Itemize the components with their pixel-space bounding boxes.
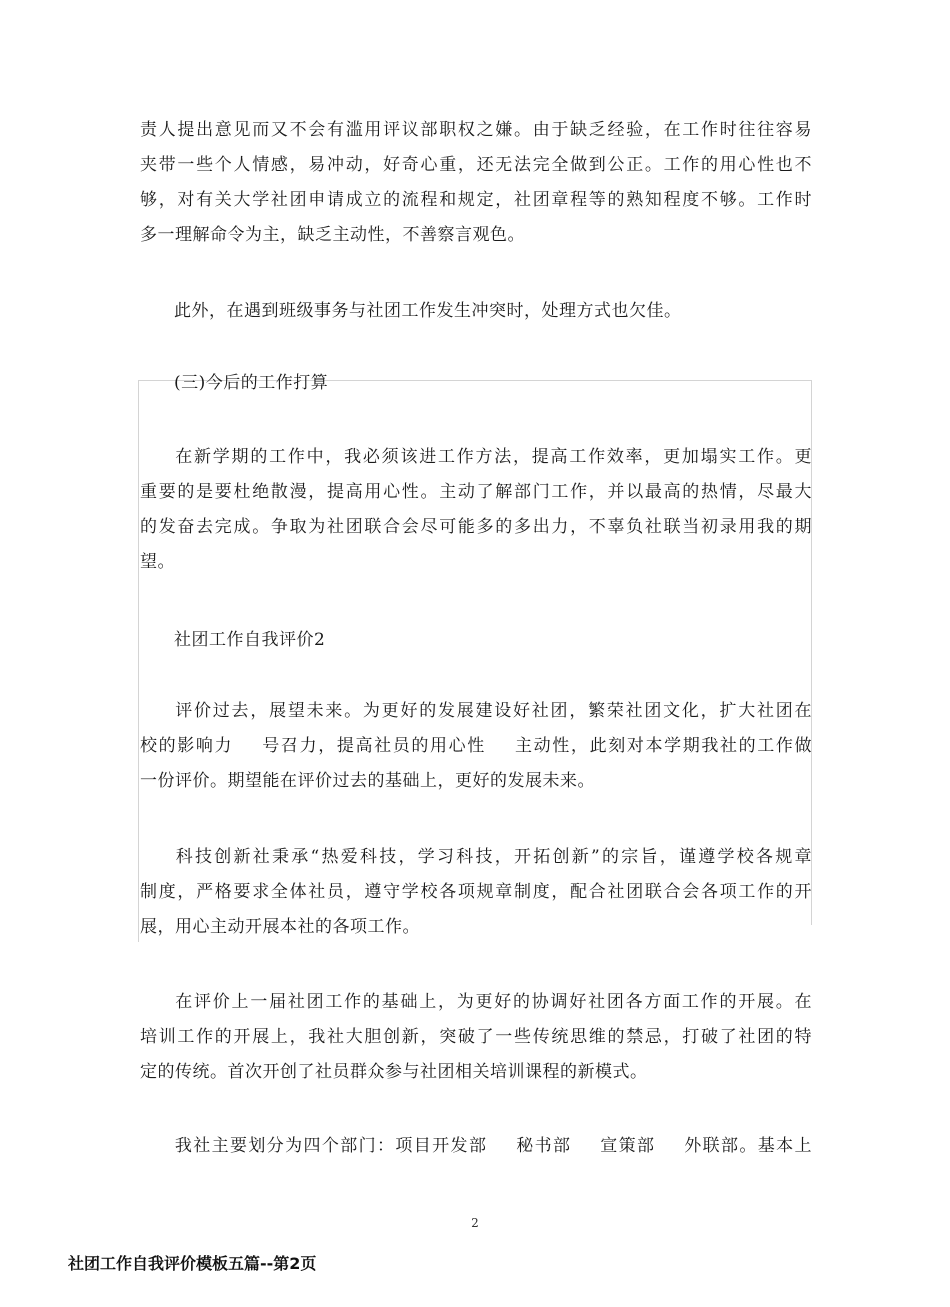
text-line: 科技创新社秉承“热爱科技，学习科技，开拓创新”的宗旨，谨遵学校各规章 xyxy=(174,847,812,867)
text-line: 评价过去，展望未来。为更好的发展建设好社团，繁荣社团文化，扩大社团在 xyxy=(174,701,812,721)
heading-text: (三)今后的工作打算 xyxy=(174,373,329,393)
paragraph-evaluation-intro xyxy=(140,694,812,799)
section-heading-evaluation-2 xyxy=(140,623,812,658)
frame-border-left xyxy=(138,380,139,942)
text-segment: 宣策部 xyxy=(599,1136,656,1156)
paragraph-new-semester xyxy=(140,440,812,580)
text-segment: 校的影响力 xyxy=(140,736,234,756)
paragraph-training-innovation xyxy=(140,985,812,1090)
text-line: 展，用心主动开展本社的各项工作。 xyxy=(140,917,420,937)
text-line: 重要的是要杜绝散漫，提高用心性。主动了解部门工作，并以最高的热情，尽最大 xyxy=(140,482,812,502)
paragraph-departments xyxy=(140,1129,812,1164)
text-line: 一份评价。期望能在评价过去的基础上，更好的发展未来。 xyxy=(140,771,595,791)
text-segment: 外联部。基本上 xyxy=(683,1136,813,1156)
text-line: 在新学期的工作中，我必须该进工作方法，提高工作效率，更加塌实工作。更 xyxy=(174,447,812,467)
text-segment: 我社主要划分为四个部门：项目开发部 xyxy=(174,1136,488,1156)
text-line: 在评价上一届社团工作的基础上，为更好的协调好社团各方面工作的开展。在 xyxy=(174,992,812,1012)
text-segment: 号召力，提高社员的用心性 xyxy=(261,736,486,756)
text-line: 制度，严格要求全体社员，遵守学校各项规章制度，配合社团联合会各项工作的开 xyxy=(140,882,812,902)
text-line: 的发奋去完成。争取为社团联合会尽可能多的多出力，不辜负社联当初录用我的期 xyxy=(140,517,812,537)
text-line: 定的传统。首次开创了社员群众参与社团相关培训课程的新模式。 xyxy=(140,1062,648,1082)
text-line: 望。 xyxy=(140,552,175,572)
page-number: 2 xyxy=(471,1216,479,1230)
footer-document-title: 社团工作自我评价模板五篇--第2页 xyxy=(68,1254,317,1273)
heading-text: 社团工作自我评价2 xyxy=(174,630,326,650)
paragraph-club-purpose xyxy=(140,840,812,945)
section-heading-future-plan xyxy=(140,366,812,401)
text-line: 夹带一些个人情感，易冲动，好奇心重，还无法完全做到公正。工作的用心性也不 xyxy=(140,155,812,175)
text-line: 此外，在遇到班级事务与社团工作发生冲突时，处理方式也欠佳。 xyxy=(174,301,682,321)
text-line: 责人提出意见而又不会有滥用评议部职权之嫌。由于缺乏经验，在工作时往往容易 xyxy=(140,120,812,140)
paragraph-conflict-handling xyxy=(140,294,812,329)
text-line: 多一理解命令为主，缺乏主动性，不善察言观色。 xyxy=(140,225,525,245)
text-line: 够，对有关大学社团申请成立的流程和规定，社团章程等的熟知程度不够。工作时 xyxy=(140,190,812,210)
text-segment: 秘书部 xyxy=(515,1136,572,1156)
text-segment: 主动性，此刻对本学期我社的工作做 xyxy=(513,736,813,756)
paragraph-self-assessment-continued xyxy=(140,113,812,253)
text-line: 培训工作的开展上，我社大胆创新，突破了一些传统思维的禁忌，打破了社团的特 xyxy=(140,1027,812,1047)
